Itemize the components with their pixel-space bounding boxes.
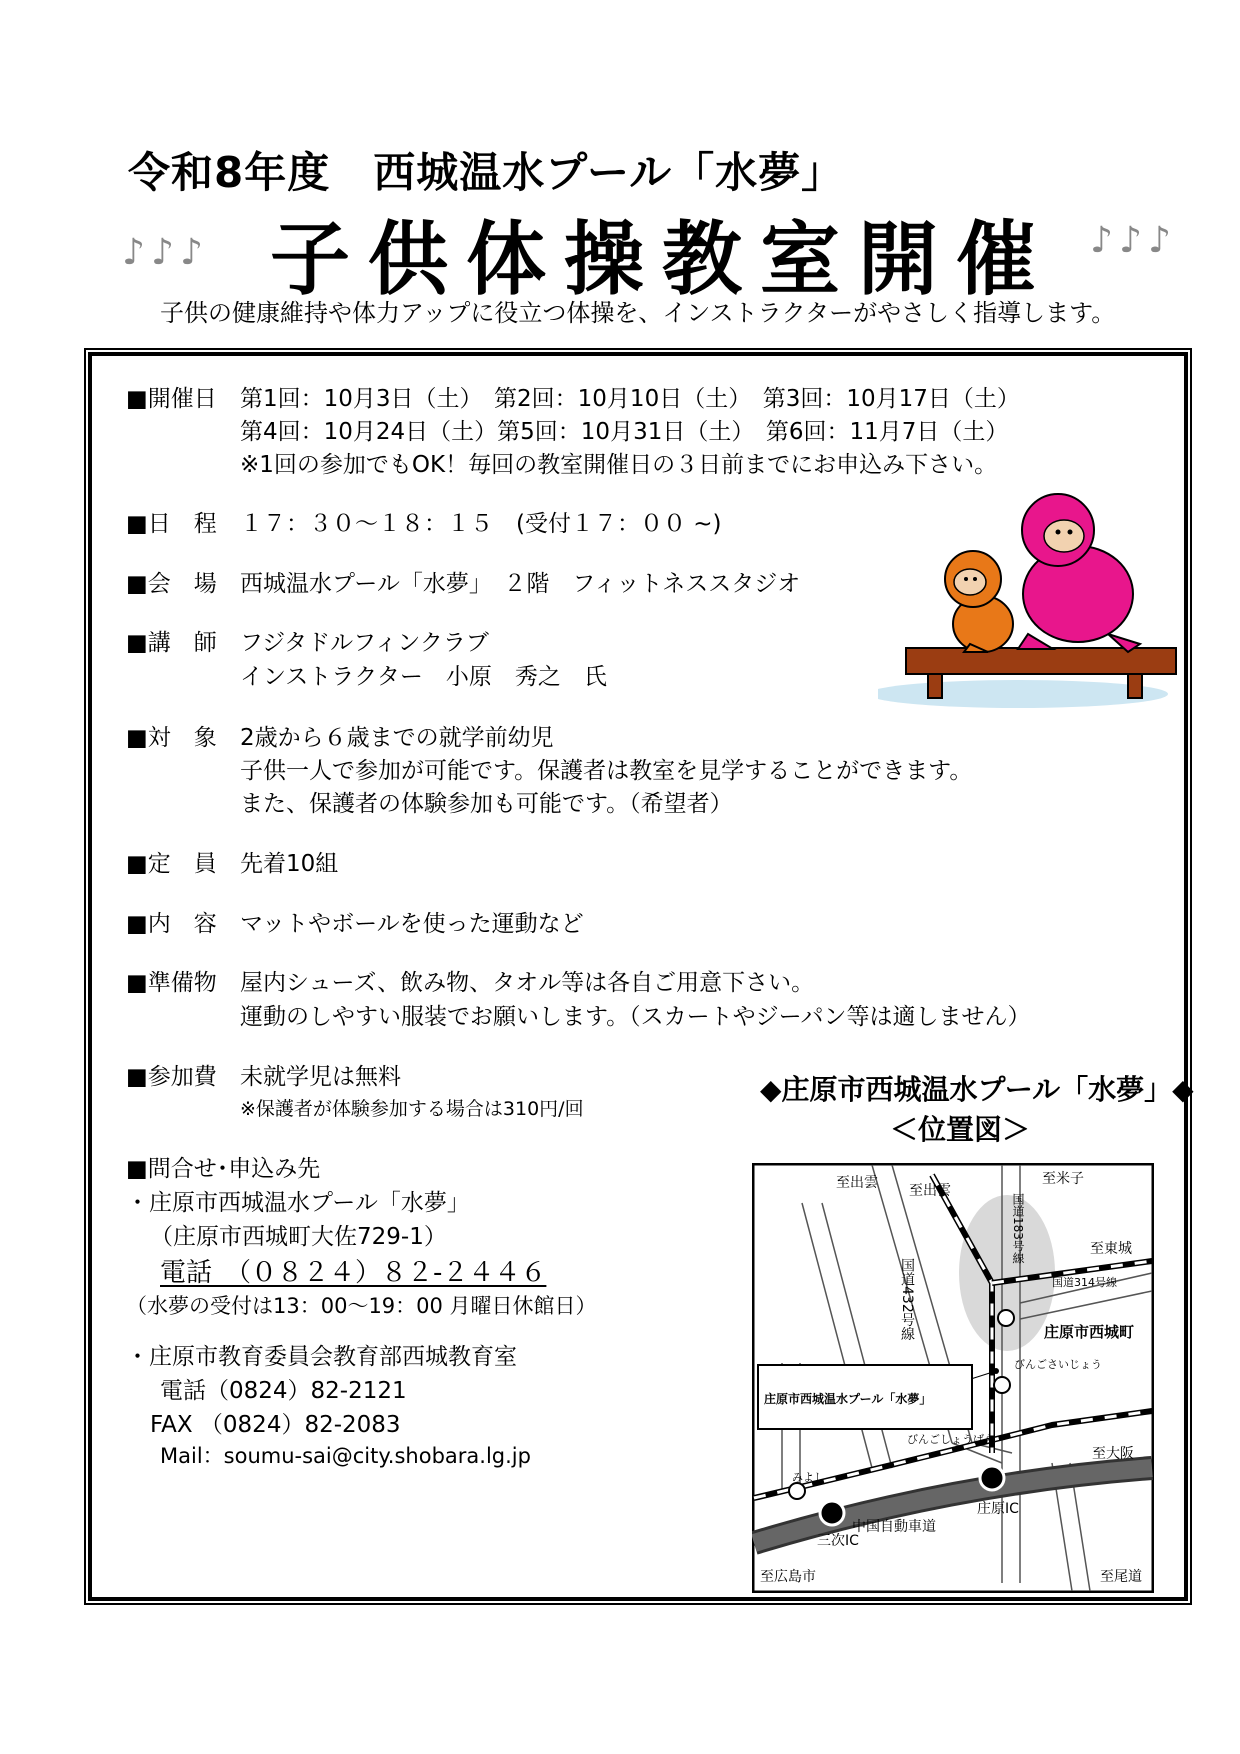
contact-org1-name: ・庄原市西城温水プール「水夢」 — [126, 1190, 470, 1216]
map-label-shobara-ic: 庄原IC — [977, 1501, 1019, 1517]
map-title: ◆庄原市西城温水プール「水夢」◆ — [760, 1073, 1194, 1106]
fee-note: ※保護者が体験参加する場合は310円/回 — [240, 1098, 584, 1120]
map-label-izumo-1: 至出雲 — [836, 1175, 878, 1191]
dates-note: ※1回の参加でもOK！毎回の教室開催日の３日前までにお申込み下さい。 — [240, 452, 998, 478]
contact-org2-phone: 電話（0824）82-2121 — [160, 1378, 407, 1404]
map-label-hiroshima: 至広島市 — [760, 1569, 816, 1585]
fee-label: ■参加費 — [126, 1064, 217, 1090]
intro-text: 子供の健康維持や体力アップに役立つ体操を、インストラクターがやさしく指導します。 — [160, 299, 1116, 327]
map-label-onomichi: 至尾道 — [1100, 1569, 1142, 1585]
map-label-miyoshi-ic: 三次IC — [817, 1533, 859, 1549]
map-pool-callout: 庄原市西城温水プール「水夢」 — [764, 1392, 932, 1406]
map-label-yonago: 至米子 — [1042, 1171, 1084, 1187]
contact-heading: ■問合せ･申込み先 — [126, 1156, 321, 1182]
schedule-label: ■日 程 — [126, 511, 217, 537]
schedule-value: １７：３０～１８：１５ (受付１７：００ ~) — [240, 511, 722, 537]
target-label: ■対 象 — [126, 725, 217, 751]
map-label-miyoshi-station: みよし — [792, 1471, 825, 1484]
map-label-expressway: 中国自動車道 — [852, 1519, 936, 1535]
contact-org2-mail: Mail：soumu-sai@city.shobara.lg.jp — [160, 1444, 531, 1468]
dates-label: ■開催日 — [126, 386, 217, 412]
instructor-label: ■講 師 — [126, 630, 217, 656]
fee-value: 未就学児は無料 — [240, 1064, 401, 1090]
target-line-3: また、保護者の体験参加も可能です。（希望者） — [240, 791, 733, 817]
dates-line-2: 第4回：10月24日（土）第5回：10月31日（土） 第6回：11月7日（土） — [240, 419, 1009, 445]
prep-line-1: 屋内シューズ、飲み物、タオル等は各自ご用意下さい。 — [240, 970, 815, 996]
map-label-tojo: 至東城 — [1090, 1241, 1132, 1257]
map-label-route314: 国道314号線 — [1052, 1276, 1117, 1289]
monkeys-illustration — [878, 484, 1178, 714]
content-label: ■内 容 — [126, 911, 217, 937]
map-label-route183: 国道183号線 — [1011, 1193, 1025, 1264]
map-label-osaka: 至大阪 — [1092, 1446, 1134, 1462]
target-line-2: 子供一人で参加が可能です。保護者は教室を見学することができます。 — [240, 758, 973, 784]
prep-label: ■準備物 — [126, 970, 217, 996]
music-notes-left: ♪♪♪ — [122, 232, 209, 273]
main-title: 子供体操教室開催 — [270, 213, 1054, 306]
map-label-bingo-shobara: びんごしょうばら — [907, 1433, 995, 1446]
dates-line-1: 第1回：10月3日（土） 第2回：10月10日（土） 第3回：10月17日（土） — [240, 386, 1020, 412]
location-map — [752, 1163, 1154, 1593]
content-value: マットやボールを使った運動など — [240, 911, 584, 937]
map-subtitle: ＜位置図＞ — [889, 1113, 1030, 1146]
map-label-izumo-2: 至出雲 — [909, 1183, 951, 1199]
capacity-value: 先着10組 — [240, 851, 339, 877]
contact-org1-address: （庄原市西城町大佐729-1） — [150, 1224, 447, 1250]
contact-org2-fax: FAX （0824）82-2083 — [150, 1412, 401, 1438]
instructor-name: インストラクター 小原 秀之 氏 — [240, 664, 607, 690]
map-label-route432: 国道432号線 — [899, 1258, 915, 1341]
venue-value: 西城温水プール「水夢」 ２階 フィットネススタジオ — [240, 571, 801, 597]
contact-org2-name: ・庄原市教育委員会教育部西城教育室 — [126, 1344, 517, 1370]
map-label-saijo-town: 庄原市西城町 — [1044, 1323, 1135, 1341]
contact-org1-hours: （水夢の受付は13：00～19：00 月曜日休館日） — [126, 1294, 597, 1318]
venue-label: ■会 場 — [126, 571, 217, 597]
music-notes-right: ♪♪♪ — [1090, 220, 1177, 261]
target-line-1: 2歳から６歳までの就学前幼児 — [240, 725, 554, 751]
map-label-bingo-saijo: びんごさいじょう — [1014, 1358, 1102, 1371]
capacity-label: ■定 員 — [126, 851, 217, 877]
prep-line-2: 運動のしやすい服装でお願いします。（スカートやジーパン等は適しません） — [240, 1004, 1031, 1030]
instructor-club: フジタドルフィンクラブ — [240, 630, 489, 656]
contact-org1-phone: 電話 （０８２４）８２-２４４６ — [160, 1258, 547, 1288]
title-line-1: 令和8年度 西城温水プール「水夢」 — [128, 148, 845, 197]
